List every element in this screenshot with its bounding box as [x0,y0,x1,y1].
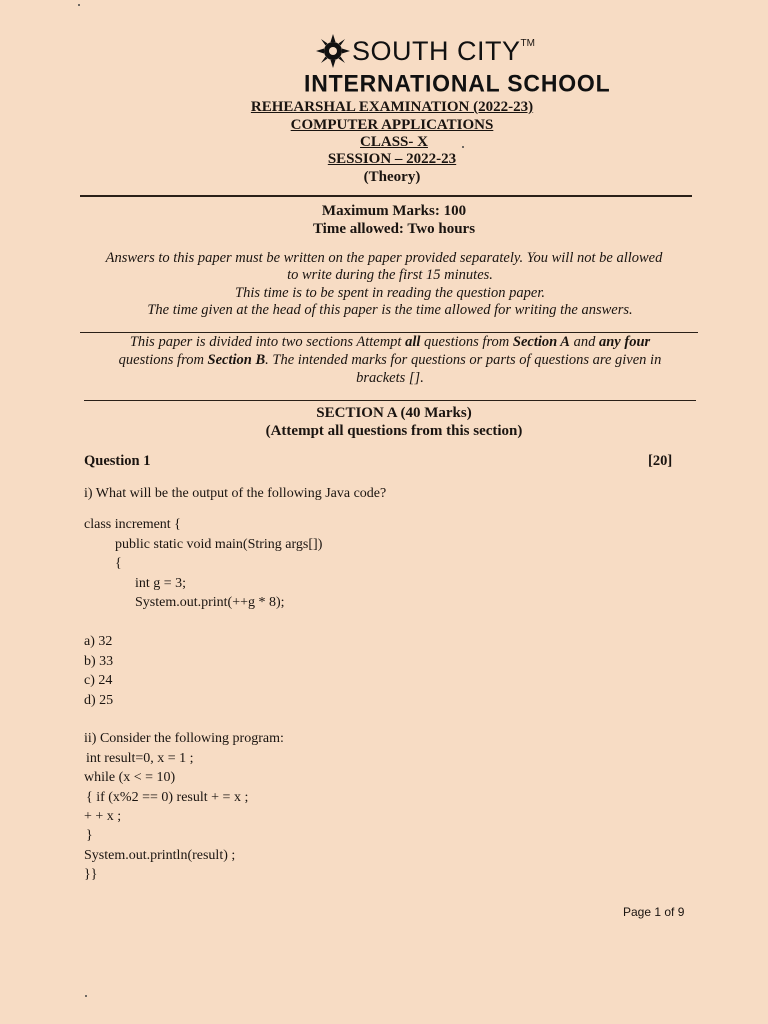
exam-title: REHEARSHAL EXAMINATION (2022-23) [250,99,534,115]
code-line: }} [84,867,98,882]
speck [85,995,87,997]
code-line: { if (x%2 == 0) result + = x ; [86,790,249,805]
trademark-mark: TM [520,37,535,49]
q1-prompt: i) What will be the output of the following Java code? [84,486,387,501]
option-b: b) 33 [84,654,114,669]
option-c: c) 24 [84,673,113,688]
code-line: } [86,828,93,843]
option-a: a) 32 [84,634,113,649]
speck [78,4,80,6]
paper-type: (Theory) [363,169,421,185]
instruction-line: Answers to this paper must be written on the paper provided separately. You will not be allowed [105,250,663,266]
section-title: SECTION A (40 Marks) [316,405,472,421]
code-line: int g = 3; [135,576,187,591]
school-name-line2: INTERNATIONAL SCHOOL [304,69,611,97]
class-title: CLASS- X [360,134,428,150]
division-line-2: questions from Section B. The intended marks for questions or parts of questions are given in [118,352,662,368]
section-subtitle: (Attempt all questions from this section) [265,423,523,439]
code-line: + + x ; [84,809,122,824]
max-marks: Maximum Marks: 100 [321,203,467,219]
code-line: { [115,556,122,571]
page-number: Page 1 of 9 [623,905,685,919]
instruction-line: to write during the first 15 minutes. [287,267,493,283]
speck [462,146,464,148]
time-allowed: Time allowed: Two hours [312,221,476,237]
division-line-3: brackets []. [356,370,424,386]
subject-title: COMPUTER APPLICATIONS [290,117,494,133]
code-line: System.out.print(++g * 8); [135,595,285,610]
question-marks: [20] [648,453,673,469]
code-line: public static void main(String args[]) [115,537,323,552]
option-d: d) 25 [84,693,114,708]
instruction-line: The time given at the head of this paper is the time allowed for writing the answers. [147,302,633,318]
code-line: while (x < = 10) [84,770,176,785]
instruction-line: This time is to be spent in reading the question paper. [235,285,545,301]
division-line-1: This paper is divided into two sections Attempt all questions from Section A and any four [129,334,651,350]
school-name: SOUTH CITY [352,35,521,66]
divider [80,195,692,197]
sun-emblem-icon [316,34,350,68]
code-line: class increment { [84,517,181,532]
question-label: Question 1 [84,453,151,469]
q2-prompt: ii) Consider the following program: [84,731,284,746]
code-line: System.out.println(result) ; [84,848,236,863]
divider [84,400,696,401]
divider [80,332,698,333]
session-title: SESSION – 2022-23 [327,151,457,167]
code-line: int result=0, x = 1 ; [86,751,194,766]
